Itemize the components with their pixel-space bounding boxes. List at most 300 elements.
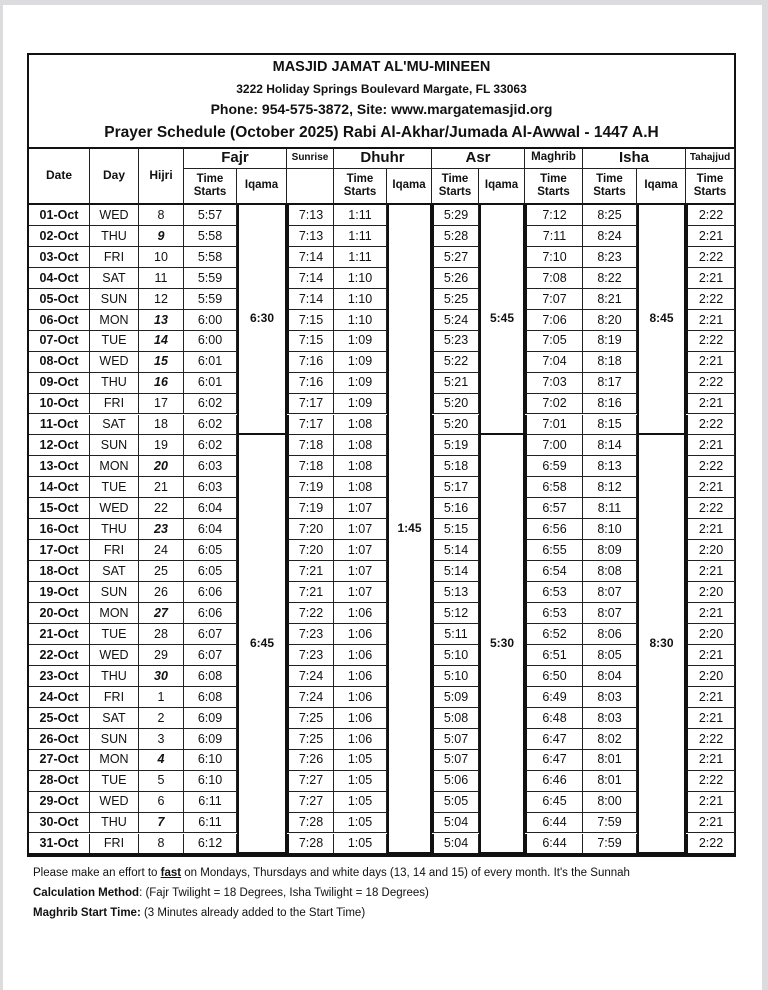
sunrise-cell: 7:18 (287, 435, 334, 456)
asr-time-cell: 5:06 (432, 771, 479, 792)
document-header (29, 55, 734, 148)
fajr-time-cell: 6:08 (184, 666, 237, 687)
dhuhr-time-cell: 1:06 (334, 729, 387, 750)
subheader-isha-time-starts: Time Starts (583, 169, 637, 205)
asr-time-cell: 5:20 (432, 394, 479, 415)
dhuhr-time-cell: 1:05 (334, 792, 387, 813)
fajr-time-cell: 6:01 (184, 373, 237, 394)
isha-time-cell: 8:08 (583, 561, 637, 582)
isha-time-cell: 8:10 (583, 519, 637, 540)
asr-time-cell: 5:25 (432, 289, 479, 310)
sunrise-cell: 7:15 (287, 310, 334, 331)
subheader-isha-iqama: Iqama (637, 169, 686, 205)
day-cell: SAT (90, 415, 139, 436)
sunrise-cell: 7:21 (287, 561, 334, 582)
masjid-address: 3222 Holiday Springs Boulevard Margate, FL 33063 (236, 82, 527, 96)
fajr-time-cell: 6:11 (184, 813, 237, 834)
header-fajr: Fajr (184, 148, 287, 169)
hijri-cell: 29 (139, 645, 184, 666)
dhuhr-time-cell: 1:08 (334, 477, 387, 498)
isha-time-cell: 8:07 (583, 582, 637, 603)
isha-time-cell: 8:22 (583, 268, 637, 289)
maghrib-time-cell: 6:47 (525, 750, 583, 771)
dhuhr-time-cell: 1:08 (334, 435, 387, 456)
sunrise-cell: 7:13 (287, 205, 334, 226)
tahajjud-time-cell: 2:22 (686, 247, 735, 268)
dhuhr-time-cell: 1:06 (334, 687, 387, 708)
sunrise-cell: 7:28 (287, 834, 334, 855)
sunrise-cell: 7:15 (287, 331, 334, 352)
asr-time-cell: 5:19 (432, 435, 479, 456)
isha-time-cell: 8:20 (583, 310, 637, 331)
asr-time-cell: 5:11 (432, 624, 479, 645)
tahajjud-time-cell: 2:20 (686, 666, 735, 687)
maghrib-time-cell: 6:53 (525, 582, 583, 603)
isha-time-cell: 8:15 (583, 415, 637, 436)
maghrib-time-cell: 7:06 (525, 310, 583, 331)
sunrise-cell: 7:23 (287, 624, 334, 645)
subheader-asr-time-starts: Time Starts (432, 169, 479, 205)
dhuhr-time-cell: 1:09 (334, 331, 387, 352)
hijri-cell: 20 (139, 456, 184, 477)
fajr-time-cell: 5:58 (184, 247, 237, 268)
dhuhr-time-cell: 1:09 (334, 394, 387, 415)
date-cell: 18-Oct (29, 561, 90, 582)
day-cell: FRI (90, 834, 139, 855)
maghrib-note (33, 903, 630, 923)
isha-time-cell: 8:17 (583, 373, 637, 394)
date-cell: 13-Oct (29, 456, 90, 477)
isha-time-cell: 8:01 (583, 750, 637, 771)
fajr-iqama-block: 6:45 (237, 435, 287, 854)
maghrib-time-cell: 6:47 (525, 729, 583, 750)
asr-time-cell: 5:14 (432, 540, 479, 561)
tahajjud-time-cell: 2:22 (686, 205, 735, 226)
isha-time-cell: 8:06 (583, 624, 637, 645)
fajr-time-cell: 6:00 (184, 331, 237, 352)
dhuhr-time-cell: 1:11 (334, 247, 387, 268)
masjid-contact: Phone: 954-575-3872, Site: www.margatemasjid.org (210, 101, 553, 117)
isha-iqama-block: 8:30 (637, 435, 686, 854)
tahajjud-time-cell: 2:21 (686, 268, 735, 289)
fajr-time-cell: 6:06 (184, 603, 237, 624)
maghrib-time-cell: 7:01 (525, 415, 583, 436)
day-cell: SAT (90, 708, 139, 729)
footer-notes (33, 863, 630, 923)
dhuhr-time-cell: 1:06 (334, 603, 387, 624)
date-cell: 26-Oct (29, 729, 90, 750)
sunrise-cell: 7:25 (287, 708, 334, 729)
tahajjud-time-cell: 2:22 (686, 331, 735, 352)
hijri-cell: 14 (139, 331, 184, 352)
maghrib-time-cell: 6:51 (525, 645, 583, 666)
tahajjud-time-cell: 2:21 (686, 750, 735, 771)
dhuhr-time-cell: 1:06 (334, 666, 387, 687)
fajr-iqama-block: 6:30 (237, 205, 287, 435)
fajr-time-cell: 5:59 (184, 268, 237, 289)
fajr-time-cell: 6:04 (184, 498, 237, 519)
fajr-time-cell: 6:05 (184, 540, 237, 561)
day-cell: TUE (90, 477, 139, 498)
date-cell: 10-Oct (29, 394, 90, 415)
fajr-time-cell: 6:07 (184, 624, 237, 645)
fajr-time-cell: 6:10 (184, 771, 237, 792)
asr-iqama-block: 5:45 (479, 205, 525, 435)
asr-time-cell: 5:29 (432, 205, 479, 226)
hijri-cell: 23 (139, 519, 184, 540)
asr-time-cell: 5:10 (432, 645, 479, 666)
sunrise-cell: 7:14 (287, 247, 334, 268)
day-cell: FRI (90, 394, 139, 415)
dhuhr-time-cell: 1:10 (334, 310, 387, 331)
date-cell: 28-Oct (29, 771, 90, 792)
maghrib-note-label: Maghrib Start Time: (33, 907, 141, 919)
date-cell: 19-Oct (29, 582, 90, 603)
day-cell: SUN (90, 289, 139, 310)
maghrib-time-cell: 6:45 (525, 792, 583, 813)
sunrise-cell: 7:27 (287, 771, 334, 792)
sunrise-cell: 7:24 (287, 687, 334, 708)
maghrib-time-cell: 6:57 (525, 498, 583, 519)
maghrib-note-text: (3 Minutes already added to the Start Time) (140, 907, 366, 919)
maghrib-time-cell: 6:46 (525, 771, 583, 792)
isha-time-cell: 8:03 (583, 687, 637, 708)
hijri-cell: 21 (139, 477, 184, 498)
sunrise-cell: 7:28 (287, 813, 334, 834)
dhuhr-time-cell: 1:07 (334, 519, 387, 540)
dhuhr-time-cell: 1:11 (334, 226, 387, 247)
asr-time-cell: 5:04 (432, 813, 479, 834)
tahajjud-time-cell: 2:21 (686, 708, 735, 729)
header-dhuhr: Dhuhr (334, 148, 432, 169)
isha-time-cell: 8:02 (583, 729, 637, 750)
hijri-cell: 17 (139, 394, 184, 415)
tahajjud-time-cell: 2:20 (686, 582, 735, 603)
isha-time-cell: 8:16 (583, 394, 637, 415)
dhuhr-time-cell: 1:08 (334, 415, 387, 436)
asr-iqama-block: 5:30 (479, 435, 525, 854)
date-cell: 04-Oct (29, 268, 90, 289)
asr-time-cell: 5:16 (432, 498, 479, 519)
hijri-cell: 7 (139, 813, 184, 834)
sunrise-cell: 7:13 (287, 226, 334, 247)
isha-time-cell: 8:14 (583, 435, 637, 456)
fajr-time-cell: 6:07 (184, 645, 237, 666)
header-maghrib: Maghrib (525, 148, 583, 169)
hijri-cell: 16 (139, 373, 184, 394)
dhuhr-time-cell: 1:06 (334, 645, 387, 666)
hijri-cell: 30 (139, 666, 184, 687)
fajr-time-cell: 5:58 (184, 226, 237, 247)
tahajjud-time-cell: 2:21 (686, 519, 735, 540)
dhuhr-time-cell: 1:10 (334, 268, 387, 289)
asr-time-cell: 5:26 (432, 268, 479, 289)
date-cell: 20-Oct (29, 603, 90, 624)
day-cell: TUE (90, 624, 139, 645)
sunrise-cell: 7:20 (287, 540, 334, 561)
fajr-time-cell: 6:09 (184, 708, 237, 729)
sunrise-cell: 7:27 (287, 792, 334, 813)
dhuhr-time-cell: 1:09 (334, 373, 387, 394)
fajr-time-cell: 6:08 (184, 687, 237, 708)
tahajjud-time-cell: 2:21 (686, 310, 735, 331)
fajr-time-cell: 6:03 (184, 477, 237, 498)
maghrib-time-cell: 6:49 (525, 687, 583, 708)
sunrise-cell: 7:14 (287, 268, 334, 289)
isha-time-cell: 8:11 (583, 498, 637, 519)
hijri-cell: 9 (139, 226, 184, 247)
dhuhr-time-cell: 1:05 (334, 813, 387, 834)
tahajjud-time-cell: 2:22 (686, 415, 735, 436)
sunrise-cell: 7:21 (287, 582, 334, 603)
date-cell: 01-Oct (29, 205, 90, 226)
sunrise-cell: 7:17 (287, 415, 334, 436)
sunrise-cell: 7:26 (287, 750, 334, 771)
hijri-cell: 28 (139, 624, 184, 645)
asr-time-cell: 5:15 (432, 519, 479, 540)
asr-time-cell: 5:04 (432, 834, 479, 855)
isha-time-cell: 8:13 (583, 456, 637, 477)
calculation-method-label: Calculation Method (33, 887, 140, 899)
maghrib-time-cell: 7:03 (525, 373, 583, 394)
isha-time-cell: 8:18 (583, 352, 637, 373)
day-cell: THU (90, 226, 139, 247)
sunrise-cell: 7:14 (287, 289, 334, 310)
date-cell: 02-Oct (29, 226, 90, 247)
date-cell: 12-Oct (29, 435, 90, 456)
fajr-time-cell: 6:12 (184, 834, 237, 855)
subheader-fajr-iqama: Iqama (237, 169, 287, 205)
maghrib-time-cell: 6:56 (525, 519, 583, 540)
maghrib-time-cell: 7:08 (525, 268, 583, 289)
maghrib-time-cell: 7:00 (525, 435, 583, 456)
dhuhr-time-cell: 1:07 (334, 498, 387, 519)
date-cell: 09-Oct (29, 373, 90, 394)
asr-time-cell: 5:13 (432, 582, 479, 603)
sunrise-cell: 7:16 (287, 373, 334, 394)
date-cell: 27-Oct (29, 750, 90, 771)
hijri-cell: 19 (139, 435, 184, 456)
maghrib-time-cell: 7:11 (525, 226, 583, 247)
dhuhr-time-cell: 1:05 (334, 834, 387, 855)
hijri-cell: 25 (139, 561, 184, 582)
hijri-cell: 13 (139, 310, 184, 331)
date-cell: 15-Oct (29, 498, 90, 519)
day-cell: WED (90, 352, 139, 373)
header-isha: Isha (583, 148, 686, 169)
tahajjud-time-cell: 2:21 (686, 687, 735, 708)
date-cell: 30-Oct (29, 813, 90, 834)
day-cell: MON (90, 750, 139, 771)
dhuhr-time-cell: 1:09 (334, 352, 387, 373)
tahajjud-time-cell: 2:21 (686, 792, 735, 813)
isha-time-cell: 8:04 (583, 666, 637, 687)
tahajjud-time-cell: 2:21 (686, 561, 735, 582)
dhuhr-time-cell: 1:07 (334, 561, 387, 582)
isha-time-cell: 8:01 (583, 771, 637, 792)
isha-time-cell: 8:12 (583, 477, 637, 498)
sunrise-cell: 7:22 (287, 603, 334, 624)
header-day: Day (90, 148, 139, 205)
maghrib-time-cell: 7:05 (525, 331, 583, 352)
hijri-cell: 6 (139, 792, 184, 813)
date-cell: 16-Oct (29, 519, 90, 540)
day-cell: WED (90, 498, 139, 519)
tahajjud-time-cell: 2:22 (686, 498, 735, 519)
asr-time-cell: 5:12 (432, 603, 479, 624)
isha-time-cell: 8:05 (583, 645, 637, 666)
tahajjud-time-cell: 2:21 (686, 603, 735, 624)
maghrib-time-cell: 7:02 (525, 394, 583, 415)
subheader-maghrib-time-starts: Time Starts (525, 169, 583, 205)
asr-time-cell: 5:22 (432, 352, 479, 373)
hijri-cell: 11 (139, 268, 184, 289)
maghrib-time-cell: 6:52 (525, 624, 583, 645)
day-cell: TUE (90, 331, 139, 352)
day-cell: FRI (90, 540, 139, 561)
masjid-name: MASJID JAMAT AL'MU-MINEEN (272, 59, 491, 75)
maghrib-time-cell: 6:59 (525, 456, 583, 477)
hijri-cell: 15 (139, 352, 184, 373)
day-cell: SUN (90, 582, 139, 603)
date-cell: 11-Oct (29, 415, 90, 436)
fajr-time-cell: 6:02 (184, 415, 237, 436)
asr-time-cell: 5:08 (432, 708, 479, 729)
subheader-tahajjud-time-starts: Time Starts (686, 169, 735, 205)
maghrib-time-cell: 6:48 (525, 708, 583, 729)
maghrib-time-cell: 6:50 (525, 666, 583, 687)
fajr-time-cell: 6:06 (184, 582, 237, 603)
day-cell: WED (90, 645, 139, 666)
asr-time-cell: 5:23 (432, 331, 479, 352)
day-cell: THU (90, 373, 139, 394)
date-cell: 25-Oct (29, 708, 90, 729)
sunrise-cell: 7:19 (287, 498, 334, 519)
hijri-cell: 4 (139, 750, 184, 771)
header-asr: Asr (432, 148, 525, 169)
table-bottom-border (29, 853, 735, 855)
date-cell: 23-Oct (29, 666, 90, 687)
schedule-title: Prayer Schedule (October 2025) Rabi Al-Akhar/Jumada Al-Awwal - 1447 A.H (104, 124, 659, 141)
day-cell: MON (90, 310, 139, 331)
tahajjud-time-cell: 2:21 (686, 226, 735, 247)
fajr-time-cell: 6:02 (184, 435, 237, 456)
day-cell: FRI (90, 687, 139, 708)
fajr-time-cell: 6:02 (184, 394, 237, 415)
sunrise-cell: 7:23 (287, 645, 334, 666)
day-cell: MON (90, 456, 139, 477)
dhuhr-time-cell: 1:07 (334, 582, 387, 603)
dhuhr-time-cell: 1:11 (334, 205, 387, 226)
maghrib-time-cell: 6:55 (525, 540, 583, 561)
isha-time-cell: 8:07 (583, 603, 637, 624)
tahajjud-time-cell: 2:20 (686, 540, 735, 561)
tahajjud-time-cell: 2:22 (686, 373, 735, 394)
dhuhr-time-cell: 1:10 (334, 289, 387, 310)
fajr-time-cell: 6:01 (184, 352, 237, 373)
calculation-method-note (33, 883, 630, 903)
calculation-method-text: : (Fajr Twilight = 18 Degrees, Isha Twilight = 18 Degrees) (139, 887, 429, 899)
asr-time-cell: 5:27 (432, 247, 479, 268)
sunrise-cell: 7:19 (287, 477, 334, 498)
fasting-note-text: Please make an effort to (33, 867, 161, 879)
asr-time-cell: 5:10 (432, 666, 479, 687)
dhuhr-time-cell: 1:07 (334, 540, 387, 561)
fajr-time-cell: 6:05 (184, 561, 237, 582)
day-cell: THU (90, 519, 139, 540)
isha-time-cell: 7:59 (583, 813, 637, 834)
tahajjud-time-cell: 2:22 (686, 834, 735, 855)
maghrib-time-cell: 6:44 (525, 813, 583, 834)
date-cell: 24-Oct (29, 687, 90, 708)
asr-time-cell: 5:18 (432, 456, 479, 477)
isha-time-cell: 8:00 (583, 792, 637, 813)
fajr-time-cell: 6:03 (184, 456, 237, 477)
header-date: Date (29, 148, 90, 205)
maghrib-time-cell: 7:10 (525, 247, 583, 268)
maghrib-time-cell: 6:44 (525, 834, 583, 855)
asr-time-cell: 5:21 (432, 373, 479, 394)
subheader-dhuhr-iqama: Iqama (387, 169, 432, 205)
subheader-sunrise-subheader (287, 169, 334, 205)
asr-time-cell: 5:24 (432, 310, 479, 331)
date-cell: 03-Oct (29, 247, 90, 268)
isha-time-cell: 8:09 (583, 540, 637, 561)
maghrib-time-cell: 7:12 (525, 205, 583, 226)
sunrise-cell: 7:25 (287, 729, 334, 750)
hijri-cell: 1 (139, 687, 184, 708)
maghrib-time-cell: 6:53 (525, 603, 583, 624)
date-cell: 06-Oct (29, 310, 90, 331)
asr-time-cell: 5:07 (432, 729, 479, 750)
maghrib-time-cell: 7:04 (525, 352, 583, 373)
day-cell: THU (90, 666, 139, 687)
header-hijri: Hijri (139, 148, 184, 205)
day-cell: MON (90, 603, 139, 624)
day-cell: SUN (90, 435, 139, 456)
tahajjud-time-cell: 2:22 (686, 456, 735, 477)
isha-time-cell: 8:19 (583, 331, 637, 352)
date-cell: 21-Oct (29, 624, 90, 645)
date-cell: 22-Oct (29, 645, 90, 666)
fasting-note-text-end: on Mondays, Thursdays and white days (13, 14 and 15) of every month. It's the Sunnah (181, 867, 630, 879)
tahajjud-time-cell: 2:21 (686, 352, 735, 373)
isha-time-cell: 8:23 (583, 247, 637, 268)
sunrise-cell: 7:24 (287, 666, 334, 687)
hijri-cell: 3 (139, 729, 184, 750)
sunrise-cell: 7:20 (287, 519, 334, 540)
fajr-time-cell: 5:59 (184, 289, 237, 310)
asr-time-cell: 5:17 (432, 477, 479, 498)
tahajjud-time-cell: 2:20 (686, 624, 735, 645)
isha-iqama-block: 8:45 (637, 205, 686, 435)
fajr-time-cell: 6:10 (184, 750, 237, 771)
asr-time-cell: 5:09 (432, 687, 479, 708)
hijri-cell: 26 (139, 582, 184, 603)
asr-time-cell: 5:20 (432, 415, 479, 436)
day-cell: SAT (90, 268, 139, 289)
fajr-time-cell: 6:04 (184, 519, 237, 540)
maghrib-time-cell: 7:07 (525, 289, 583, 310)
tahajjud-time-cell: 2:22 (686, 729, 735, 750)
tahajjud-time-cell: 2:22 (686, 771, 735, 792)
hijri-cell: 24 (139, 540, 184, 561)
hijri-cell: 2 (139, 708, 184, 729)
day-cell: WED (90, 205, 139, 226)
asr-time-cell: 5:07 (432, 750, 479, 771)
isha-time-cell: 8:25 (583, 205, 637, 226)
subheader-dhuhr-time-starts: Time Starts (334, 169, 387, 205)
